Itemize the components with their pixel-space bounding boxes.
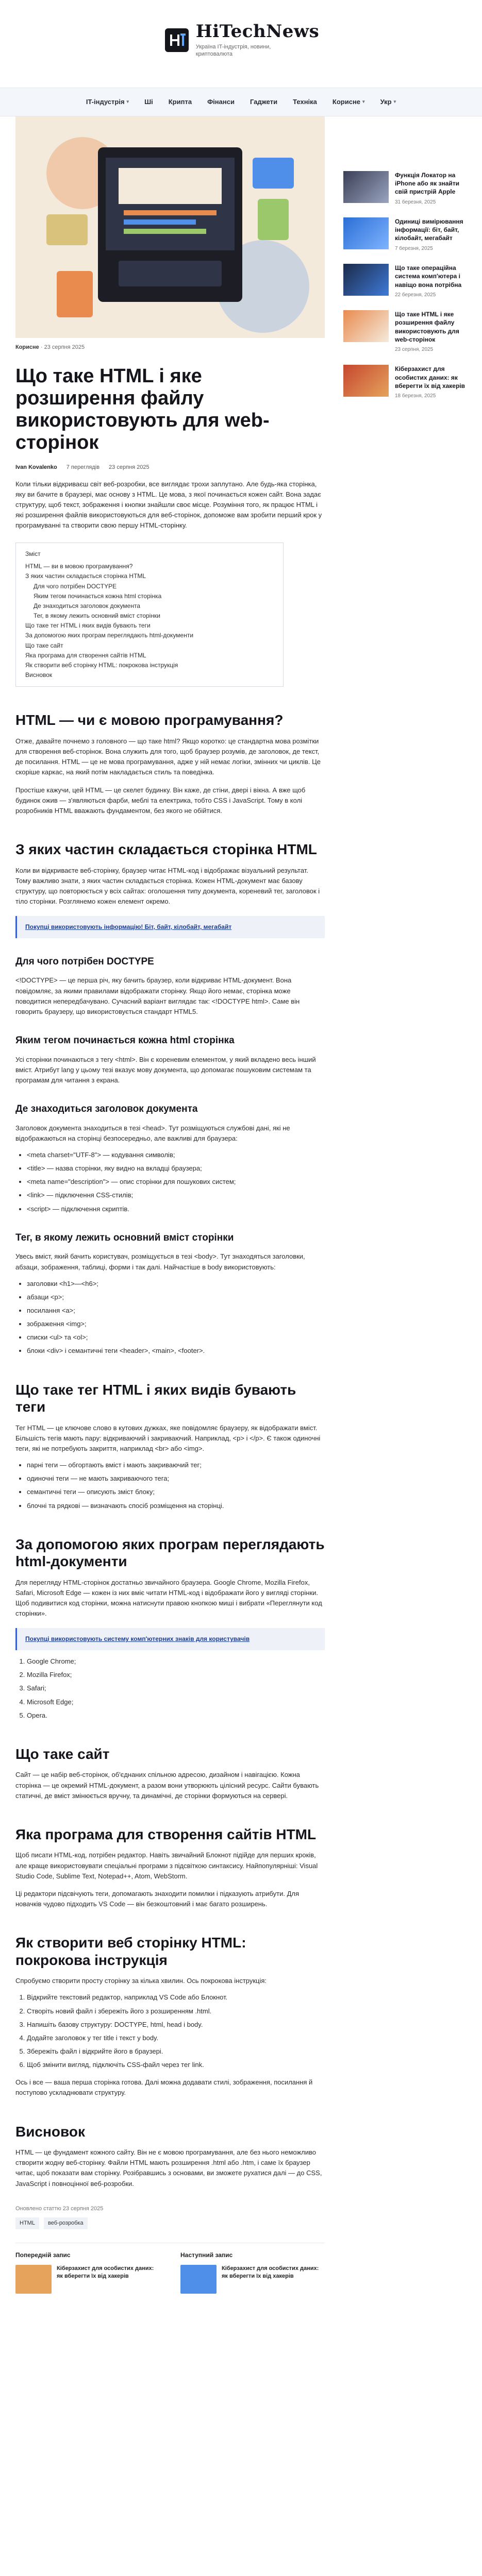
paragraph: Увесь вміст, який бачить користувач, розміщується в тезі <body>. Тут знаходяться заголовки, абзаци, зображення, таблиці, форми і так далі. Найчастіше в body використовують:: [15, 1252, 305, 1271]
prev-post[interactable]: [15, 2250, 160, 2294]
nav-item-lang[interactable]: [380, 97, 396, 107]
section-title: За допомогою яких програм переглядають html-документи: [15, 1536, 325, 1570]
toc-item[interactable]: HTML — ви в мовою програмування?: [25, 563, 133, 570]
section-title: Що таке тег HTML і яких видів бувають теги: [15, 1381, 296, 1415]
list-item: • посилання <a>;: [27, 1306, 325, 1316]
paragraph: Коли ви відкриваєте веб-сторінку, браузер читає HTML-код і відображає візуальний результат. Тому важливо знати, з яких частин складається сторінка. Кожен HTML-документ має базову структуру, що повторюється у всіх сайтах: оголошення типу документа, кореневий тег, заголовок і тіло сторінки. Розглянемо кожен елемент окремо.: [15, 866, 320, 905]
sidebar-thumbnail: [343, 365, 389, 397]
sidebar-post-date: 7 березня, 2025: [395, 245, 433, 251]
toc-item[interactable]: За допомогою яких програм переглядають html-документи: [25, 632, 194, 639]
chevron-down-icon: ▾: [362, 99, 365, 105]
prev-thumbnail: [15, 2265, 52, 2294]
list-item: 3. Safari;: [27, 1683, 325, 1693]
nav-label: IT-індустрія: [86, 97, 125, 106]
article-meta-top: Корисне · 23 серпня 2025: [15, 344, 85, 350]
list-item: • абзаци <p>;: [27, 1292, 325, 1302]
nav-item-finance[interactable]: [207, 97, 235, 107]
toc-item[interactable]: Як створити веб сторінку HTML: покрокова інструкція: [25, 662, 178, 669]
nav-item-gadgets[interactable]: [250, 97, 277, 107]
section-title: Яка програма для створення сайтів HTML: [15, 1826, 317, 1842]
paragraph: HTML — це фундамент кожного сайту. Він не є мовою програмування, але без нього неможливо створити жодну веб-сторінку. Файли HTML мають розширення .html або .htm, і саме їх браузер читає, щоб показати вам сторінку. Розібравшись з основами, ви зможете рухатися далі — до CSS, JavaScript і повноцінної веб-розробки.: [15, 2148, 322, 2188]
nav-item-crypto[interactable]: [169, 97, 192, 107]
nav-label: Гаджети: [250, 97, 278, 106]
tag[interactable]: веб-розробка: [44, 2217, 88, 2229]
sidebar-post-date: 18 березня, 2025: [395, 393, 436, 399]
section-title: З яких частин складається сторінка HTML: [15, 841, 317, 857]
prev-label: Попередній запис: [15, 2251, 71, 2259]
list-item: • одиночні теги — не мають закриваючого тега;: [27, 1473, 325, 1484]
list-item: • семантичні теги — описують зміст блоку;: [27, 1487, 325, 1497]
list-item: 5. Збережіть файл і відкрийте його в браузері.: [27, 2046, 325, 2057]
nav-label: Ші: [144, 97, 153, 106]
paragraph: Спробуємо створити просту сторінку за кілька хвилин. Ось покрокова інструкція:: [15, 1977, 267, 1985]
chevron-down-icon: ▾: [126, 99, 129, 105]
content-layout: [0, 116, 482, 2294]
subsection-title: Яким тегом починається кожна html сторінка: [15, 1035, 235, 1046]
sidebar: [343, 116, 467, 2294]
paragraph: Щоб писати HTML-код, потрібен редактор. Навіть звичайний Блокнот підійде для перших кроків, але краще використовувати спеціальні програми з підсвіткою синтаксису. Найпопулярніші: Visual Studio Code, Sublime Text, Notepad++, Atom, WebStorm.: [15, 1851, 318, 1880]
article: [15, 116, 325, 2294]
updated-note: Оновлено статтю 23 серпня 2025: [15, 2205, 104, 2212]
paragraph: Для перегляду HTML-сторінок достатньо звичайного браузера. Google Chrome, Mozilla Firefox, Safari, Microsoft Edge — кожен із них вміє читати HTML-код і відображати його у вигляді сторінки. Щоб подивитися код сторінки, можна натиснути правою кнопкою миші і вибрати «Переглянути код сторінки».: [15, 1578, 322, 1618]
updated-date: 23 серпня 2025: [109, 464, 149, 470]
main-nav: [0, 88, 482, 116]
category-label[interactable]: Корисне: [15, 344, 39, 350]
list-item: 1. Відкрийте текстовий редактор, наприклад VS Code або Блокнот.: [27, 1992, 325, 2003]
numbered-list: [15, 1992, 325, 2070]
paragraph: Ось і все — ваша перша сторінка готова. Далі можна додавати стилі, зображення, посилання й поступово ускладнювати структуру.: [15, 2078, 313, 2097]
list-item: • списки <ul> та <ol>;: [27, 1332, 325, 1343]
logo-tagline: Україна IT-індустрія, новини, криптовалюта: [195, 44, 271, 58]
nav-label: Фінанси: [207, 97, 235, 106]
paragraph: Заголовок документа знаходиться в тезі <head>. Тут розміщуються службові дані, які не відображаються на сторінці безпосередньо, але важливі для браузера:: [15, 1124, 290, 1142]
section-title: HTML — чи є мовою програмування?: [15, 712, 284, 728]
subsection-title: Де знаходиться заголовок документа: [15, 1104, 198, 1115]
article-meta: [15, 463, 325, 472]
paragraph: <!DOCTYPE> — це перша річ, яку бачить браузер, коли відкриває HTML-документ. Вона повідомляє, за якими правилами відображати сторінку. Якщо його немає, сторінка може поводитися непередбачувано. Сучасний варіант виглядає так: <!DOCTYPE html>. Саме він говорить браузеру, що використовується стандарт HTML5.: [15, 976, 300, 1015]
next-title: Кіберзахист для особистих даних: як вберегти їх від хакерів: [222, 2265, 319, 2280]
related-callout: [15, 916, 325, 938]
sidebar-post-title: Що таке операційна система комп'ютера і навіщо вона потрібна: [395, 264, 462, 289]
list-item: • блоки <div> і семантичні теги <header>, <main>, <footer>.: [27, 1346, 325, 1356]
sidebar-post-title: Функція Локатор на iPhone або як знайти свій пристрій Apple: [395, 172, 459, 196]
sidebar-post-title: Кіберзахист для особистих даних: як вберегти їх від хакерів: [395, 365, 466, 389]
hero-image: [15, 116, 325, 338]
list-item: • <meta name="description"> — опис сторінки для пошукових систем;: [27, 1177, 325, 1187]
table-of-contents: [15, 543, 284, 687]
section-title: Як створити веб сторінку HTML: покрокова інструкція: [15, 1935, 246, 1968]
toc-title: Зміст: [25, 550, 41, 557]
list-item: • зображення <img>;: [27, 1319, 325, 1329]
sidebar-thumbnail: [343, 264, 389, 296]
next-card: [180, 2265, 325, 2294]
paragraph: Простіше кажучи, цей HTML — це скелет будинку. Він каже, де стіни, двері і вікна. А вже щоб будинок ожив — з'являються фарби, меблі та електрика, тобто CSS і JavaScript. Тому в колі розробників HTML вважають фундаментом, без якого не обійтися.: [15, 786, 306, 815]
bullet-list: [15, 1460, 325, 1511]
list-item: 5. Opera.: [27, 1710, 325, 1721]
post-navigation: [15, 2243, 325, 2294]
list-item: • блочні та рядкові — визначають спосіб розміщення на сторінці.: [27, 1501, 325, 1511]
publish-date: 23 серпня 2025: [44, 344, 85, 350]
toc-list: [25, 562, 274, 680]
hero-illustration: [15, 116, 325, 338]
sidebar-post[interactable]: [343, 171, 467, 206]
nav-item-it[interactable]: [86, 97, 129, 107]
next-label: Наступний запис: [180, 2251, 233, 2259]
numbered-list: [15, 1656, 325, 1721]
paragraph: Отже, давайте почнемо з головного — що таке html? Якщо коротко: це стандартна мова розмітки для створення веб-сторінок. Вона служить для того, щоб браузер розумів, де заголовок, де текст, де посилання. HTML — це не мова програмування, адже у ній немає логіки, змінних чи циклів. Це скоріше каркас, на який потім накладається стиль та поведінка.: [15, 737, 321, 776]
nav-item-tech[interactable]: [293, 97, 317, 107]
paragraph: Усі сторінки починаються з тегу <html>. Він є кореневим елементом, у який вкладено весь інший вміст. Атрибут lang у цьому тезі вказує мову документа, що допомагає пошуковим системам та програмам для читання з екрана.: [15, 1055, 316, 1084]
list-item: • парні теги — обгортають вміст і мають закриваючий тег;: [27, 1460, 325, 1470]
bullet-list: [15, 1279, 325, 1357]
toc-item[interactable]: Що таке сайт: [25, 641, 63, 649]
list-item: 4. Додайте заголовок у тег title і текст у body.: [27, 2033, 325, 2043]
sidebar-thumbnail: [343, 171, 389, 203]
toc-item[interactable]: Де знаходиться заголовок документа: [34, 602, 141, 609]
list-item: 3. Напишіть базову структуру: DOCTYPE, html, head і body.: [27, 2020, 325, 2030]
sidebar-thumbnail: [343, 217, 389, 249]
chevron-down-icon: ▾: [393, 99, 396, 105]
paragraph: Сайт — це набір веб-сторінок, об'єднаних спільною адресою, дизайном і навігацією. Кожна сторінка — це окремий HTML-документ, а разом вони утворюють цілісний ресурс. Сайти бувають статичні, де вміст змінюється вручну, та динамічні, де сторінки формуються на сервері.: [15, 1771, 319, 1800]
sidebar-post-title: Одиниці вимірювання інформації: біт, байт, кілобайт, мегабайт: [395, 218, 463, 242]
list-item: • <meta charset="UTF-8"> — кодування символів;: [27, 1150, 325, 1160]
toc-item[interactable]: Висновок: [25, 671, 53, 679]
paragraph: Ці редактори підсвічують теги, допомагають знаходити помилки і підказують атрибути. Для новачків чудово підходить VS Code — він безкоштовний і має багато розширень.: [15, 1889, 300, 1908]
nav-label: Техніка: [293, 97, 317, 106]
list-item: 2. Створіть новий файл і збережіть його з розширенням .html.: [27, 2006, 325, 2016]
sidebar-thumbnail: [343, 310, 389, 342]
subsection-title: Тег, в якому лежить основний вміст сторінки: [15, 1232, 234, 1243]
prev-card: [15, 2265, 160, 2294]
logo[interactable]: [163, 23, 320, 58]
logo-mark-icon: [163, 26, 191, 54]
list-item: 1. Google Chrome;: [27, 1656, 325, 1667]
nav-label: Укр: [380, 97, 392, 106]
related-link[interactable]: Покупці використовують систему комп'ютерних знаків для користувачів: [25, 1635, 250, 1643]
toc-item[interactable]: Для чого потрібен DOCTYPE: [34, 582, 117, 590]
prev-title: Кіберзахист для особистих даних: як вберегти їх від хакерів: [57, 2265, 154, 2280]
bullet-list: [15, 1150, 325, 1214]
toc-item[interactable]: Яка програма для створення сайтів HTML: [25, 651, 146, 659]
list-item: • <link> — підключення CSS-стилів;: [27, 1190, 325, 1200]
section-title: Що таке сайт: [15, 1745, 110, 1762]
sidebar-post[interactable]: [343, 310, 467, 353]
subsection-title: Для чого потрібен DOCTYPE: [15, 956, 154, 967]
intro-paragraph: Коли тільки відкриваєш світ веб-розробки, все виглядає трохи заплутано. Але будь-яка сторінка, яку ви бачите в браузері, має основу з HTML. Це мова, з якої починається кожен сайт. Вона задає структуру, щоб текст, зображення і кнопки знайшли своє місце. Розуміння того, як працює HTML і які розширення файлів використовуються для веб-сторінок, допоможе вам зробити перший крок у програмуванні та створити свою першу HTML-сторінку.: [15, 480, 322, 530]
list-item: 6. Щоб змінити вигляд, підключіть CSS-файл через тег link.: [27, 2060, 325, 2070]
tag[interactable]: HTML: [15, 2217, 39, 2229]
sidebar-post-date: 31 березня, 2025: [395, 199, 436, 205]
list-item: 4. Microsoft Edge;: [27, 1697, 325, 1707]
views-count: 7 переглядів: [66, 464, 100, 470]
nav-label: Корисне: [332, 97, 361, 106]
toc-item[interactable]: Тег, в якому лежить основний вміст сторінки: [34, 612, 160, 620]
list-item: • <title> — назва сторінки, яку видно на вкладці браузера;: [27, 1163, 325, 1174]
sidebar-post[interactable]: [343, 217, 467, 252]
sidebar-post[interactable]: [343, 365, 467, 400]
logo-text: HiTechNews: [195, 21, 320, 42]
nav-label: Крипта: [168, 97, 192, 106]
toc-item[interactable]: Яким тегом починається кожна html сторінка: [34, 592, 162, 600]
next-thumbnail: [180, 2265, 217, 2294]
next-post[interactable]: [180, 2250, 325, 2294]
sidebar-post-title: Що таке HTML і яке розширення файлу використовують для web-сторінок: [395, 311, 459, 343]
nav-item-useful[interactable]: [333, 97, 365, 107]
sidebar-post-date: 22 березня, 2025: [395, 292, 436, 298]
related-callout: [15, 1628, 325, 1650]
sidebar-post-date: 23 серпня, 2025: [395, 346, 434, 352]
section-title: Висновок: [15, 2123, 85, 2140]
article-title: Що таке HTML і яке розширення файлу використовують для web-сторінок: [15, 365, 270, 453]
list-item: • заголовки <h1>—<h6>;: [27, 1279, 325, 1289]
site-header: [0, 0, 482, 88]
paragraph: Тег HTML — це ключове слово в кутових дужках, яке повідомляє браузеру, як відображати вміст. Більшість тегів мають пару: відкриваючий і закриваючий. Наприклад, <p> і </p>. Є також одиночні теги, які не потребують закриття, наприклад <br> або <img>.: [15, 1423, 321, 1453]
toc-item[interactable]: З яких частин складається сторінка HTML: [25, 572, 146, 580]
author-name[interactable]: Ivan Kovalenko: [15, 464, 57, 470]
list-item: • <script> — підключення скриптів.: [27, 1204, 325, 1214]
tag-list: [15, 2217, 325, 2229]
related-link[interactable]: Покупці використовують інформацію! Біт, байт, кілобайт, мегабайт: [25, 923, 232, 931]
sidebar-post[interactable]: [343, 264, 467, 299]
list-item: 2. Mozilla Firefox;: [27, 1670, 325, 1680]
nav-item-ai[interactable]: [144, 97, 153, 107]
toc-item[interactable]: Що таке тег HTML і яких видів бувають теги: [25, 622, 151, 630]
